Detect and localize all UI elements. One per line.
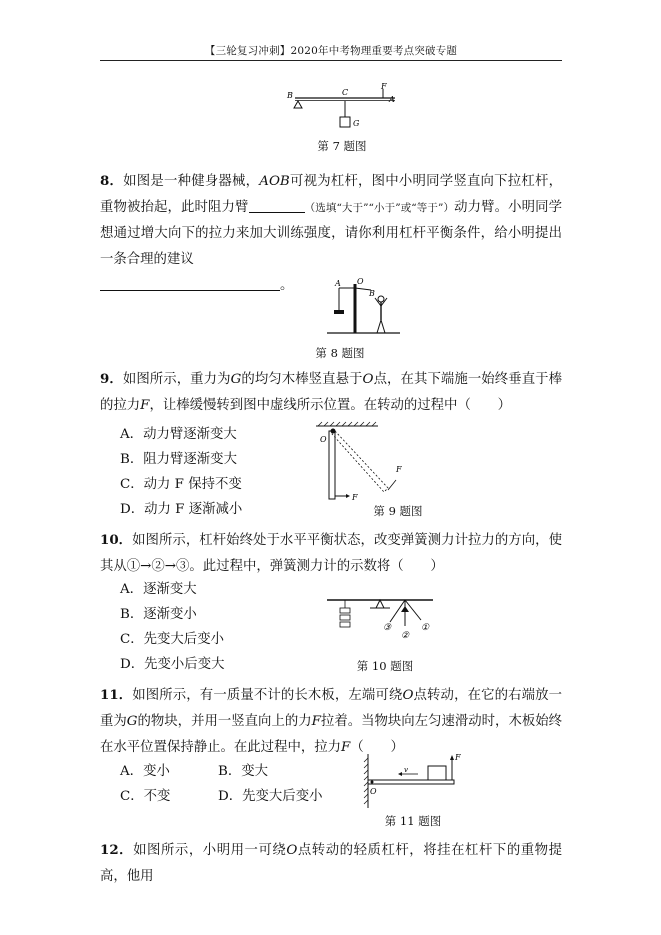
q11-option-d[interactable]: D．先变大后变小	[218, 789, 323, 804]
question-9: 9．如图所示，重力为G的均匀木棒竖直悬于O点，在其下端施一始终垂直于棒的拉力F，让棒缓慢转到图中虚线所示位置。在转动的过程中（ ）	[100, 371, 563, 413]
fig10-label-2: ②	[401, 631, 410, 641]
figure-10-caption: 第 10 题图	[356, 659, 414, 673]
figure-10-spring-scale-lever	[325, 592, 435, 652]
question-11-number: 11．	[100, 687, 133, 703]
page-header: 【三轮复习冲刺】2020年中考物理重要考点突破专题	[204, 45, 458, 57]
q9-option-c[interactable]: C．动力 F 保持不变	[120, 477, 242, 492]
q10-option-d[interactable]: D．先变小后变大	[120, 657, 225, 672]
q10-option-c[interactable]: C．先变大后变小	[120, 632, 224, 647]
answer-blank-2[interactable]	[100, 276, 280, 291]
question-12: 12．如图所示，小明用一可绕O点转动的轻质杠杆，将挂在杠杆下的重物提高，他用	[100, 842, 562, 884]
figure-9-rotating-rod	[308, 422, 418, 504]
q11-option-a[interactable]: A．变小	[120, 764, 170, 779]
answer-blank-1[interactable]	[249, 198, 305, 213]
figure-7-lever-diagram	[285, 84, 405, 134]
fig9-label-o: O	[320, 435, 327, 444]
fig7-label-g: G	[353, 119, 360, 128]
fig9-label-f-bottom: F	[352, 493, 358, 502]
fig7-label-c: C	[342, 88, 349, 97]
q11-option-b[interactable]: B．变大	[218, 764, 269, 779]
q10-option-b[interactable]: B．逐渐变小	[120, 607, 197, 622]
fig11-label-f: F	[455, 753, 461, 762]
fig11-label-o: O	[370, 787, 377, 796]
q9-option-d[interactable]: D．动力 F 逐渐减小	[120, 502, 243, 517]
q11-option-c[interactable]: C．不变	[120, 789, 171, 804]
fig8-label-b: B	[369, 289, 375, 298]
question-8: 8．如图是一种健身器械，AOB可视为杠杆，图中小明同学竖直向下拉杠杆，重物被抬起，此时阻力臂 （选填“大于”“小于”或“等于”）动力臂。小明同学想通过增大向下的拉力来加大训练强度，请你利用杠杆平衡条件，给小明提出一条合理的建议 。	[100, 173, 563, 293]
question-12-number: 12．	[100, 842, 134, 858]
figure-8-caption: 第 8 题图	[315, 346, 365, 360]
fig8-label-o: O	[357, 277, 364, 286]
q9-option-b[interactable]: B．阻力臂逐渐变大	[120, 452, 237, 467]
figure-9-caption: 第 9 题图	[373, 504, 423, 518]
fig11-label-v: v	[404, 766, 408, 774]
question-10-number: 10．	[100, 532, 133, 548]
question-11: 11．如图所示，有一质量不计的长木板，左端可绕O点转动，在它的右端放一重为G的物块，并用一竖直向上的力F拉着。当物块向左匀速滑动时，木板始终在水平位置保持静止。在此过程中，拉力F（ ）	[100, 687, 563, 755]
figure-8-fitness-lever	[325, 278, 405, 338]
question-8-number: 8．	[100, 173, 124, 189]
figure-11-caption: 第 11 题图	[384, 814, 442, 828]
q9-option-a[interactable]: A．动力臂逐渐变大	[120, 427, 237, 442]
figure-11-board-block	[358, 752, 468, 810]
question-10: 10．如图所示，杠杆始终处于水平平衡状态，改变弹簧测力计拉力的方向，使其从①→②→③。此过程中，弹簧测力计的示数将（ ）	[100, 532, 563, 574]
fig9-label-f-dashed: F	[396, 465, 402, 474]
question-9-number: 9．	[100, 371, 123, 387]
fig7-label-a: A	[389, 95, 395, 104]
header-rule	[100, 60, 562, 61]
fig7-label-f: F	[381, 82, 387, 91]
fig8-label-a: A	[335, 279, 341, 288]
fig10-label-3: ③	[383, 623, 392, 633]
q10-option-a[interactable]: A．逐渐变大	[120, 582, 197, 597]
figure-7-caption: 第 7 题图	[317, 139, 367, 153]
fig7-label-b: B	[287, 91, 293, 100]
fig10-label-1: ①	[421, 623, 430, 633]
